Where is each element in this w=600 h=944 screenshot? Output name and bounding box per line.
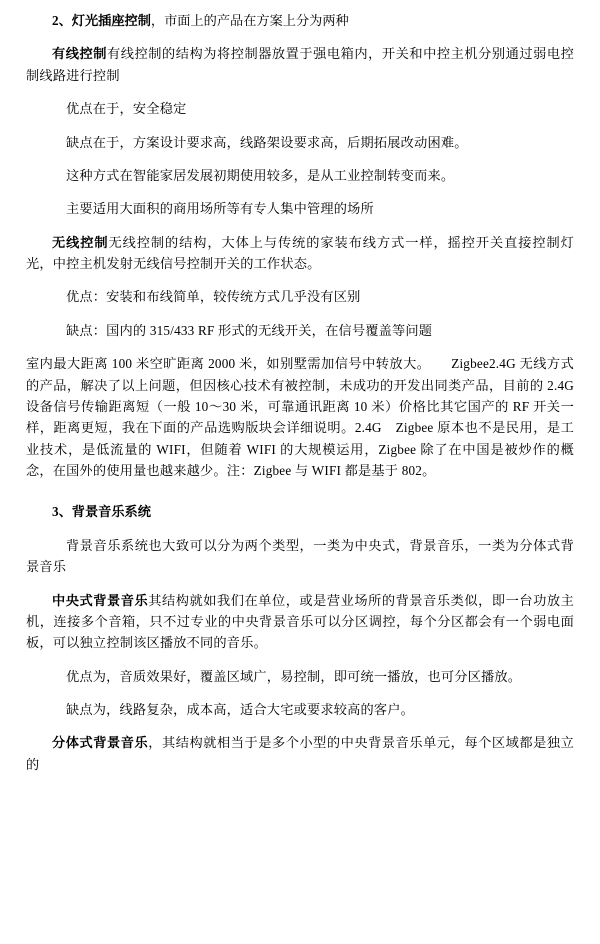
wired-control-text: 有线控制的结构为将控制器放置于强电箱内，开关和中控主机分别通过弱电控制线路进行控制 [26, 46, 574, 83]
split-bgm-paragraph [26, 732, 574, 775]
central-disadvantage-text: 缺点为，线路复杂，成本高，适合大宅或要求较高的客户。 [66, 702, 415, 717]
split-bgm-text: ，其结构就相当于是多个小型的中央背景音乐单元，每个区域都是独立的 [26, 735, 574, 772]
zigbee-paragraph [26, 353, 574, 481]
wired-advantage-paragraph [26, 98, 574, 119]
central-advantage-text: 优点为，音质效果好，覆盖区域广，易控制，即可统一播放，也可分区播放。 [66, 668, 522, 684]
zigbee-text: 室内最大距离 100 米空旷距离 2000 米，如别墅需加信号中转放大。 Zigbee2.4G 无线方式的产品，解决了以上问题，但因核心技术有被控制，未成功的开发出同类产品，目前的 2.4G 设备信号传输距离短（一般 10～30 米，可靠通讯距离 10 米）价格比其它国产的 RF 开关一样，距离更短，我在下面的产品选购版块会详细说明。2.4G Zigbee 原本也不是民用，是工业技术，是低流量的 WIFI，但随着 WIFI 的大规模运用，Zigbee 除了在中国是被炒作的概念，在国外的使用量也越来越少。注：Zigbee 与 WIFI 都是基于 802。 [26, 356, 574, 478]
section-2-heading-rest: ，市面上的产品在方案上分为两种 [150, 13, 349, 28]
section-3-heading-label: 3、背景音乐系统 [52, 504, 151, 520]
bgm-intro-text: 背景音乐系统也大致可以分为两个类型，一类为中央式，背景音乐，一类为分体式背景音乐 [26, 537, 574, 575]
wireless-control-text: 无线控制的结构，大体上与传统的家装布线方式一样，摇控开关直接控制灯光，中控主机发射无线信号控制开关的工作状态。 [26, 234, 574, 271]
central-disadvantage-paragraph [26, 699, 574, 720]
wired-control-paragraph [26, 43, 574, 86]
wireless-disadvantage-paragraph [26, 320, 574, 341]
wired-disadvantage-paragraph [26, 132, 574, 153]
central-bgm-label: 中央式背景音乐 [52, 592, 149, 608]
wired-control-label: 有线控制 [52, 46, 107, 62]
wired-disadvantage-text: 缺点在于，方案设计要求高，线路架设要求高，后期拓展改动困难。 [66, 134, 468, 150]
wired-usage-paragraph [26, 198, 574, 219]
central-bgm-text: 其结构就如我们在单位，或是营业场所的背景音乐类似，即一台功放主机，连接多个音箱，只不过专业的中央背景音乐可以分区调控，每个分区都会有一个弱电面板，可以独立控制该区播放不同的音乐。 [26, 592, 574, 651]
wireless-control-paragraph [26, 232, 574, 275]
split-bgm-label: 分体式背景音乐 [52, 735, 149, 751]
central-bgm-paragraph [26, 590, 574, 654]
section-2-heading [26, 10, 574, 31]
wireless-advantage-paragraph [26, 286, 574, 307]
wired-history-paragraph [26, 165, 574, 186]
section-3-heading [26, 501, 574, 522]
wired-usage-text: 主要适用大面积的商用场所等有专人集中管理的场所 [66, 201, 374, 217]
wired-history-text: 这种方式在智能家居发展初期使用较多，是从工业控制转变而来。 [66, 167, 455, 183]
central-advantage-paragraph [26, 666, 574, 687]
wireless-disadvantage-text: 缺点：国内的 315/433 RF 形式的无线开关，在信号覆盖等问题 [66, 322, 433, 338]
wireless-advantage-text: 优点：安装和布线简单，较传统方式几乎没有区别 [66, 289, 361, 305]
wireless-control-label: 无线控制 [52, 234, 109, 250]
bgm-intro-paragraph [26, 535, 574, 578]
section-2-heading-label: 2、灯光插座控制 [52, 13, 151, 28]
wired-advantage-text: 优点在于，安全稳定 [66, 101, 187, 117]
